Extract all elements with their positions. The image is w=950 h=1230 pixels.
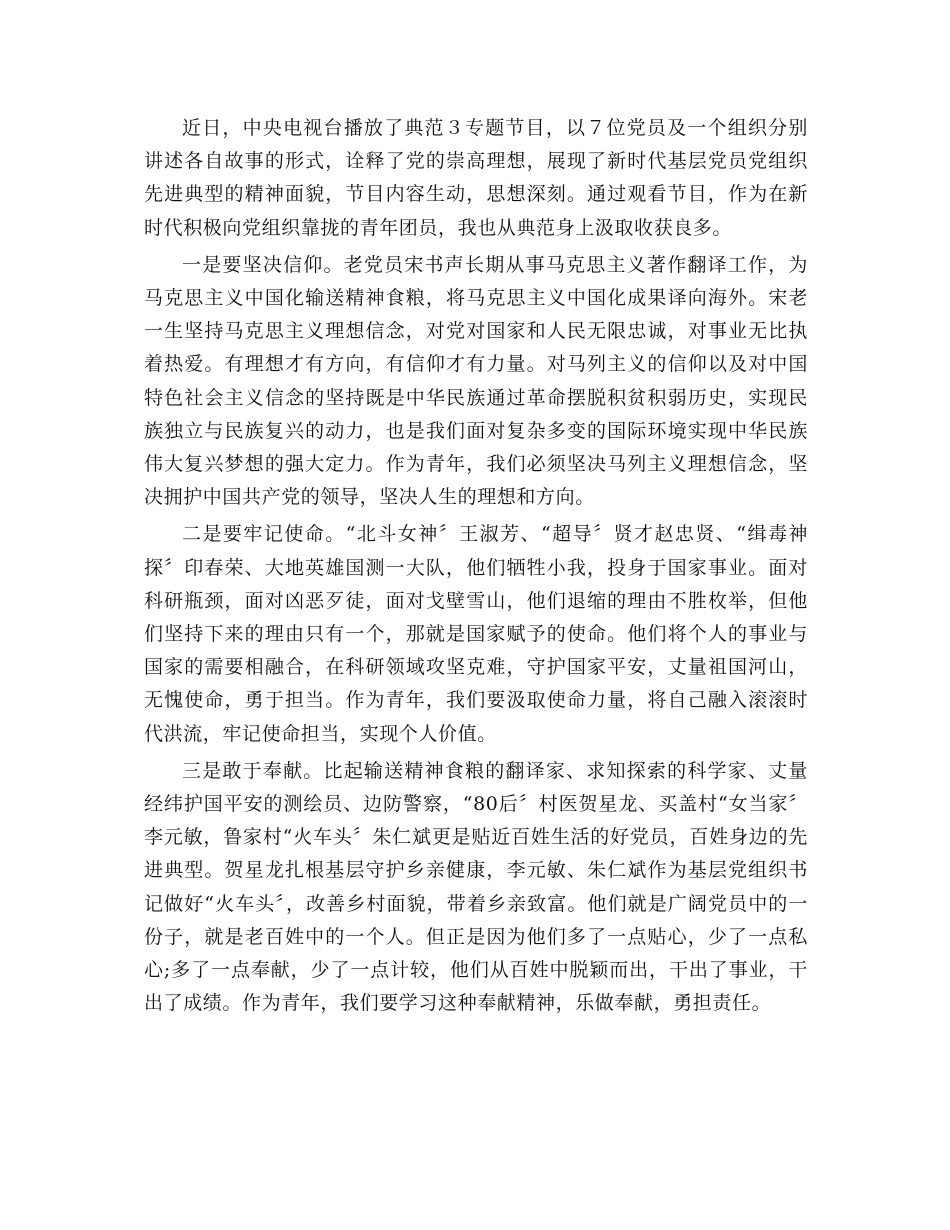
paragraph-firm-belief: 一是要坚决信仰。老党员宋书声长期从事马克思主义著作翻译工作，为马克思主义中国化输送精神食粮，将马克思主义中国化成果译向海外。宋老一生坚持马克思主义理想信念，对党对国家和人民无限忠诚，对事业无比执着热爱。有理想才有方向，有信仰才有力量。对马列主义的信仰以及对中国特色社会主义信念的坚持既是中华民族通过革命摆脱积贫积弱历史，实现民族独立与民族复兴的动力，也是我们面对复杂多变的国际环境实现中华民族伟大复兴梦想的强大定力。作为青年，我们必须坚决马列主义理想信念，坚决拥护中国共产党的领导，坚决人生的理想和方向。 [144,253,808,509]
document-body [144,112,808,1024]
paragraph-intro: 近日，中央电视台播放了典范３专题节目，以７位党员及一个组织分别讲述各自故事的形式，诠释了党的崇高理想，展现了新时代基层党员党组织先进典型的精神面貌，节目内容生动，思想深刻。通过观看节目，作为在新时代积极向党组织靠拢的青年团员，我也从典范身上汲取收获良多。 [144,117,808,239]
paragraph-remember-mission: 二是要牢记使命。“北斗女神〞王淑芳、“超导〞贤才赵忠贤、“缉毒神探〞印春荣、大地英雄国测一大队，他们牺牲小我，投身于国家事业。面对科研瓶颈，面对凶恶歹徒，面对戈壁雪山，他们退缩的理由不胜枚举，但他们坚持下来的理由只有一个，那就是国家赋予的使命。他们将个人的事业与国家的需要相融合，在科研领域攻坚克难，守护国家平安，丈量祖国河山，无愧使命，勇于担当。作为青年，我们要汲取使命力量，将自己融入滚滚时代洪流，牢记使命担当，实现个人价值。 [144,523,808,745]
paragraph-dedication: 三是敢于奉献。比起输送精神食粮的翻译家、求知探索的科学家、丈量经纬护国平安的测绘员、边防警察，“80后〞村医贺星龙、买盖村“女当家〞李元敏，鲁家村“火车头〞朱仁斌更是贴近百姓生活的好党员，百姓身边的先进典型。贺星龙扎根基层守护乡亲健康，李元敏、朱仁斌作为基层党组织书记做好“火车头〞，改善乡村面貌，带着乡亲致富。他们就是广阔党员中的一份子，就是老百姓中的一个人。但正是因为他们多了一点贴心，少了一点私心;多了一点奉献，少了一点计较，他们从百姓中脱颖而出，干出了事业，干出了成绩。作为青年，我们要学习这种奉献精神，乐做奉献，勇担责任。 [144,759,808,1015]
